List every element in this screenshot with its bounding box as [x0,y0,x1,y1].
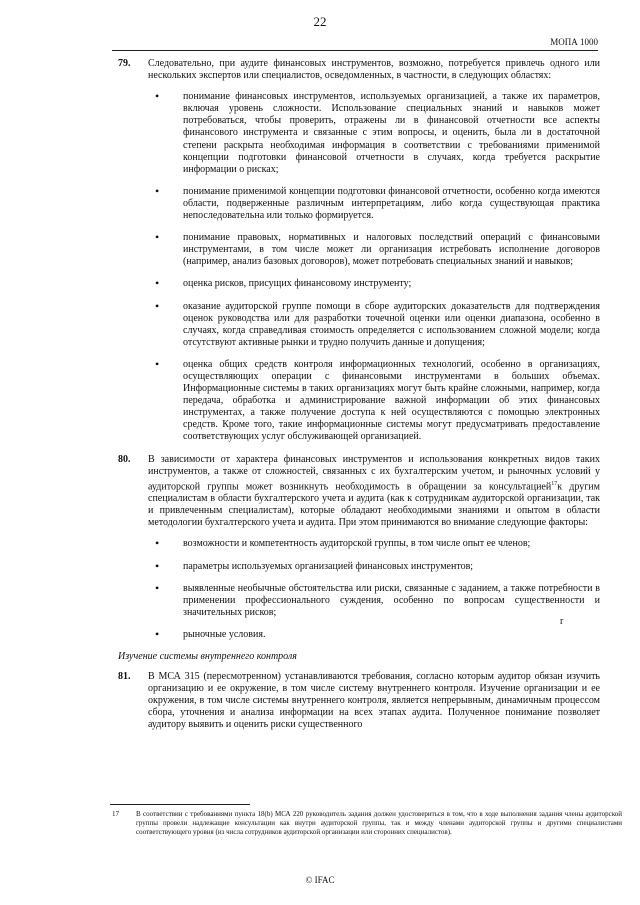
section-heading: Изучение системы внутреннего контроля [118,650,297,662]
paragraph-text-continued: к другим специалистам в области бухгалтерского учета и аудита (как к сотрудникам аудиторской организации, так и привлеченным специалистам), которые обладают необходимыми знаниями и опытом в области методологии бухгалтерского учета и аудита. При этом принимаются во внимание следующие факторы: [148,481,600,529]
paragraph-81 [104,671,600,731]
footnote-text: В соответствии с требованиями пункта 18(b) МСА 220 руководитель задания должен удостовериться в том, что в ходе выполнения задания члены аудиторской группы провели надлежащие консультации как внутри аудиторской группы, так и между членами аудиторской группы и другими специалистами соответствующего уровня (из числа сотрудников аудиторской организации или сторонних специалистов). [136,810,622,836]
bullet-icon: • [155,298,160,313]
list-item [148,232,600,268]
header-rule [112,50,598,51]
paragraph-79 [104,58,600,444]
list-item [148,183,600,222]
list-item [148,298,600,349]
bullet-icon: • [155,356,160,371]
footnote-rule [110,804,250,805]
paragraph-text: Следовательно, при аудите финансовых инструментов, возможно, потребуется привлечь одного или нескольких экспертов или специалистов, осведомленных, в частности, в следующих областях: [148,58,600,82]
document-body [104,58,600,738]
stray-mark: r [560,616,564,627]
list-item [148,91,600,176]
page-number: 22 [313,14,327,29]
list-item-text: оценка общих средств контроля информационных технологий, особенно в организациях, осуществляющих операции с финансовыми инструментами в больших объемах. Информационные системы в таких организациях могут быть крайне сложными, например, когда передача, обработка и администрирование важной информации об этих финансовых инструментах, а также получение доступа к ней осуществляются с помощью электронных средств. Кроме того, такие информационные системы могут предусматривать предоставление соответствующих услуг обслуживающей организацией. [183,358,600,443]
list-item-text: возможности и компетентность аудиторской группы, в том числе опыт ее членов; [183,538,531,550]
paragraph-text: В зависимости от характера финансовых инструментов и использования конкретных видов таких инструментов, а также от сложностей, связанных с их бухгалтерским учетом, и рыночных условий у аудиторской группы может возникнуть необходимость в обращении за консультацией [148,453,600,493]
footer-copyright: © IFAC [305,875,335,885]
paragraph-text: В МСА 315 (пересмотренном) устанавливаются требования, согласно которым аудитор обязан изучить организацию и ее окружение, в том числе систему внутреннего контроля. Изучение организации и ее окружения, в том числе системы внутреннего контроля, является непрерывным, динамичным процессом сбора, уточнения и анализа информации на всех этапах аудита. Полученное понимание позволяет аудитору выявить и оценить риски существенного [148,671,600,731]
list-item [148,580,600,619]
bullet-icon: • [155,183,160,198]
list-item [148,538,600,550]
list-item-text: параметры используемых организацией финансовых инструментов; [183,560,474,572]
bullet-icon: • [155,626,160,641]
list-item-text: понимание правовых, нормативных и налоговых последствий операций с финансовыми инструментами, в том числе может ли организация истребовать исполнение договоров (например, анализ базовых договоров), может потребовать специальных знаний и навыков; [183,232,600,268]
list-item [148,356,600,444]
bullet-icon: • [155,536,160,551]
paragraph-number: 81. [118,671,131,683]
footnote [112,810,622,837]
bullet-icon: • [155,230,160,245]
list-item-text: понимание применимой концепции подготовки финансовой отчетности, особенно когда имеются области, подверженные различным интерпретациям, либо когда существующая практика непоследовательна или только формируется. [183,185,600,222]
list-item [148,558,600,573]
list-item-text: рыночные условия. [183,628,266,640]
paragraph-80 [104,454,600,641]
bullet-list [148,538,600,641]
bullet-icon: • [155,580,160,595]
list-item [148,278,600,290]
document-code: МОПА 1000 [550,37,598,47]
list-item [148,626,600,641]
paragraph-number: 80. [118,453,131,465]
paragraph-number: 79. [118,58,131,69]
footnote-number: 17 [112,810,119,818]
bullet-icon: • [155,89,160,104]
list-item-text: понимание финансовых инструментов, используемых организацией, а также их параметров, включая уровень сложности. Использование специальных знаний и навыков может потребоваться, чтобы проверить, отражены ли в финансовой отчетности все аспекты финансового инструмента и связанные с этим вопросы, и оценить, была ли в достаточной степени раскрыта необходимая информация в соответствии с требованиями применимой концепции подготовки финансовой отчетности в случаях, когда требуется раскрытие информации о рисках; [183,91,600,175]
list-item-text: выявленные необычные обстоятельства или риски, связанные с заданием, а также потребности в применении профессионального суждения, особенно по вопросам существенности и значительных рисков; [183,582,600,618]
bullet-list [148,91,600,443]
list-item-text: оказание аудиторской группе помощи в сборе аудиторских доказательств для подтверждения оценок руководства или для разработки точечной оценки или оценки диапазона, особенно в случаях, когда справедливая стоимость определяется с использованием сложной модели; когда отсутствуют активные рынки и трудно получить данные и допущения; [183,300,600,348]
bullet-icon: • [155,276,160,291]
bullet-icon: • [155,558,160,573]
footnote-ref: 17 [551,480,558,487]
list-item-text: оценка рисков, присущих финансовому инструменту; [183,278,412,290]
